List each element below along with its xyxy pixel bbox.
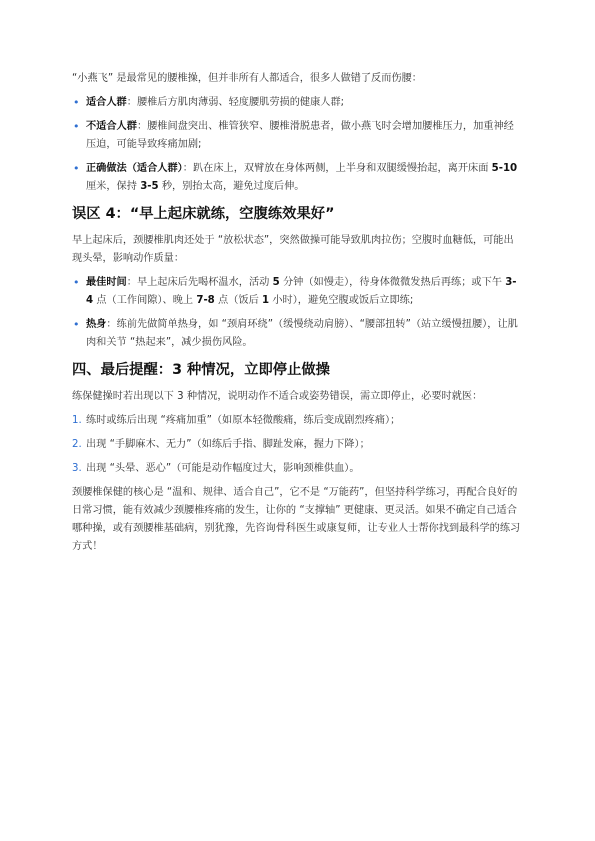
intro-paragraph: “小燕飞” 是最常见的腰椎操，但并非所有人都适合，很多人做错了反而伤腰： bbox=[72, 73, 422, 84]
numbered-list-stop-conditions bbox=[72, 412, 523, 478]
list-item: • 正确做法（适合人群）：趴在床上，双臂放在身体两侧，上半身和双腿缓慢抬起，离开床面 5-10 厘米，保持 3-5 秒，别抬太高，避免过度后伸。 bbox=[73, 162, 518, 192]
reminder-paragraph: 练保健操时若出现以下 3 种情况，说明动作不适合或姿势错误，需立即停止，必要时就医： bbox=[72, 391, 483, 402]
list-number: 2. bbox=[72, 439, 82, 450]
list-item: • 适合人群：腰椎后方肌肉薄弱、轻度腰肌劳损的健康人群; bbox=[72, 94, 523, 112]
bullet-icon: • bbox=[73, 276, 80, 289]
list-number: 1. bbox=[72, 415, 82, 426]
conclusion-paragraph: 颈腰椎保健的核心是 “温和、规律、适合自己”，它不是 “万能药”，但坚持科学练习，再配合良好的日常习惯，能有效减少颈腰椎疼痛的发生，让你的 “支撑轴” 更健康、更灵活。如果不确定自己适合哪种操，或有颈腰椎基础病，别犹豫，先咨询骨科医生或康复师，让专业人士帮你找到最科学的练习方式！ bbox=[72, 487, 521, 552]
bullet-icon: • bbox=[73, 96, 80, 109]
bullet-list-timing bbox=[72, 274, 523, 352]
misconception-4-paragraph: 早上起床后，颈腰椎肌肉还处于 “放松状态”，突然做操可能导致肌肉拉伤；空腹时血糖低，可能出现头晕，影响动作质量： bbox=[72, 235, 514, 264]
list-item: 1. 练时或练后出现 “疼痛加重”（如原本轻微酸痛，练后变成剧烈疼痛）； bbox=[72, 412, 523, 430]
section-heading-misconception-4: 误区 4：“早上起床就练，空腹练效果好” bbox=[72, 206, 335, 222]
list-item: • 最佳时间：早上起床后先喝杯温水，活动 5 分钟（如慢走），待身体微微发热后再练；或下午 3-4 点（工作间隙）、晚上 7-8 点（饭后 1 小时），避免空腹或饭后立即练; bbox=[73, 276, 517, 306]
bullet-icon: • bbox=[73, 162, 80, 175]
section-heading-final-reminder: 四、最后提醒：3 种情况，立即停止做操 bbox=[72, 362, 330, 378]
list-item: • 热身：练前先做简单热身，如 “颈肩环绕”（缓慢绕动肩膀）、“腰部扭转”（站立缓慢扭腰），让肌肉和关节 “热起来”，减少损伤风险。 bbox=[73, 318, 518, 348]
list-number: 3. bbox=[72, 463, 82, 474]
list-item: 2. 出现 “手脚麻木、无力”（如练后手指、脚趾发麻，握力下降）； bbox=[72, 436, 523, 454]
list-item: 3. 出现 “头晕、恶心”（可能是动作幅度过大，影响颈椎供血）。 bbox=[72, 460, 523, 478]
list-item: • 不适合人群：腰椎间盘突出、椎管狭窄、腰椎滑脱患者，做小燕飞时会增加腰椎压力，加重神经压迫，可能导致疼痛加剧; bbox=[73, 120, 514, 150]
bullet-icon: • bbox=[73, 120, 80, 133]
bullet-list-suitability bbox=[72, 94, 523, 196]
bullet-icon: • bbox=[73, 318, 80, 331]
